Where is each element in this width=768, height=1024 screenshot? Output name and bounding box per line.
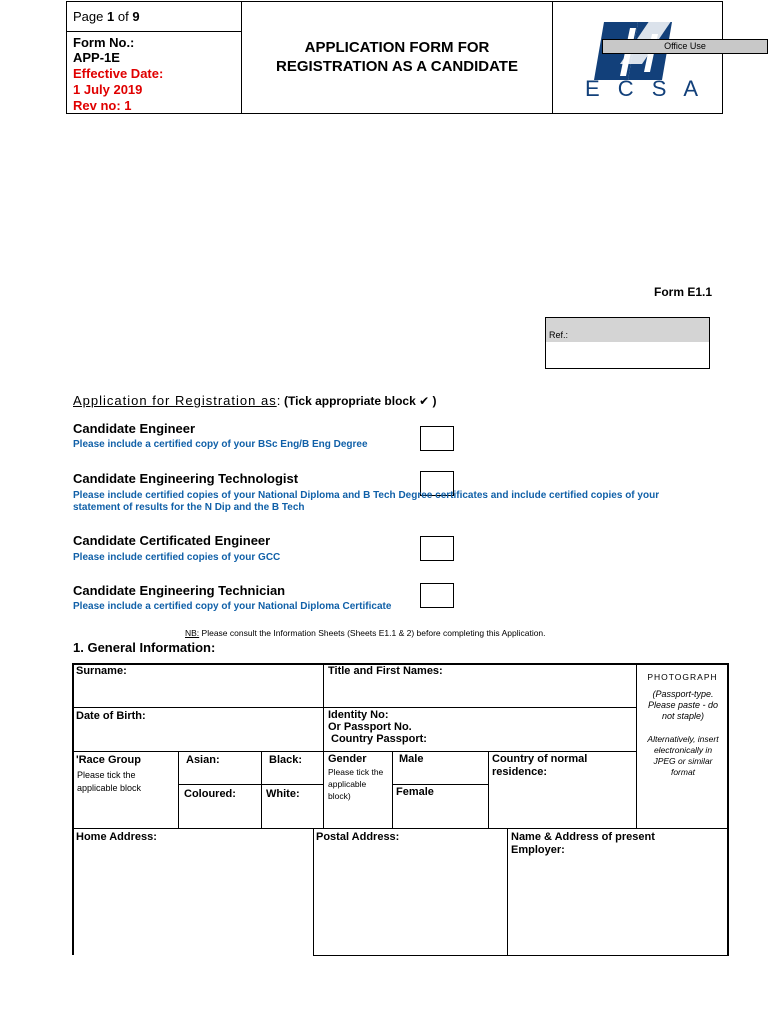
page-total: 9 bbox=[132, 9, 140, 24]
rev-no: Rev no: 1 bbox=[73, 98, 132, 113]
effective-date-value: 1 July 2019 bbox=[73, 82, 143, 97]
country-residence-label: Country of normal residence: bbox=[492, 753, 588, 778]
ref-box[interactable] bbox=[545, 317, 710, 369]
dob-field[interactable] bbox=[74, 724, 323, 751]
option-title-engineering-technician: Candidate Engineering Technician bbox=[73, 583, 286, 598]
postal-address-label: Postal Address: bbox=[316, 831, 400, 843]
title-first-names-label: Title and First Names: bbox=[328, 665, 443, 677]
office-use-label: Office Use bbox=[664, 41, 706, 51]
black-tick[interactable] bbox=[305, 752, 323, 784]
dob-label: Date of Birth: bbox=[76, 710, 146, 722]
female-label: Female bbox=[396, 786, 434, 798]
nb-note bbox=[185, 628, 546, 638]
form-title-line1: APPLICATION FORM FOR bbox=[304, 39, 490, 56]
office-use-bar bbox=[602, 39, 768, 54]
home-address-label: Home Address: bbox=[76, 831, 157, 843]
black-label: Black: bbox=[269, 754, 303, 766]
option-note-certificated-engineer: Please include certified copies of your GCC bbox=[73, 552, 281, 563]
identity-no-field[interactable] bbox=[450, 708, 636, 751]
option-title-engineering-technologist: Candidate Engineering Technologist bbox=[73, 471, 299, 486]
title-first-names-field[interactable] bbox=[324, 679, 636, 707]
surname-field[interactable] bbox=[74, 679, 323, 707]
tickbox-engineering-technician[interactable] bbox=[420, 583, 454, 608]
employer-label: Name & Address of present Employer: bbox=[511, 831, 655, 856]
application-instruction: (Tick appropriate block ✔ ) bbox=[283, 394, 437, 408]
option-note-engineering-technician: Please include a certified copy of your National Diploma Certificate bbox=[73, 601, 392, 612]
white-tick[interactable] bbox=[305, 785, 323, 828]
form-no-value: APP-1E bbox=[73, 50, 120, 65]
race-note: Please tick the applicable block bbox=[77, 770, 142, 793]
option-note-engineering-technologist: Please include certified copies of your National Diploma and B Tech Degree certificates and include certified copies of your statement of results for the N Dip and the B Tech bbox=[73, 490, 660, 513]
option-title-candidate-engineer: Candidate Engineer bbox=[73, 421, 196, 436]
application-heading-colon: : bbox=[276, 393, 281, 408]
page-counter bbox=[73, 9, 140, 24]
postal-address-field[interactable] bbox=[314, 846, 507, 955]
ref-label-bar bbox=[546, 318, 709, 342]
option-title-certificated-engineer: Candidate Certificated Engineer bbox=[73, 533, 271, 548]
page-number: 1 bbox=[107, 9, 115, 24]
option-note-candidate-engineer: Please include a certified copy of your BSc Eng/B Eng Degree bbox=[73, 439, 368, 450]
photo-note-electronic: Alternatively, insert electronically in JPEG or similar format bbox=[647, 734, 719, 777]
asian-label: Asian: bbox=[186, 754, 220, 766]
form-header bbox=[66, 1, 723, 114]
coloured-label: Coloured: bbox=[184, 788, 236, 800]
effective-date-label: Effective Date: bbox=[73, 66, 164, 81]
nb-text: Please consult the Information Sheets (Sheets E1.1 & 2) before completing this Application. bbox=[201, 628, 546, 638]
photo-field[interactable] bbox=[637, 790, 727, 828]
female-tick[interactable] bbox=[440, 785, 488, 828]
male-label: Male bbox=[399, 753, 424, 765]
general-info-heading: 1. General Information: bbox=[73, 640, 216, 655]
identity-no-label: Identity No: bbox=[328, 709, 389, 721]
form-id: Form E1.1 bbox=[654, 285, 713, 299]
white-label: White: bbox=[266, 788, 300, 800]
application-heading-text: Application for Registration as bbox=[73, 393, 277, 408]
asian-tick[interactable] bbox=[224, 752, 261, 784]
home-address-field[interactable] bbox=[74, 846, 313, 955]
application-heading bbox=[73, 393, 436, 408]
form-no-label: Form No.: bbox=[73, 35, 135, 50]
race-group-label: 'Race Group bbox=[76, 754, 141, 766]
nb-label: NB: bbox=[185, 628, 200, 638]
photo-title: PHOTOGRAPH bbox=[647, 672, 718, 682]
surname-label: Surname: bbox=[76, 665, 127, 677]
form-title bbox=[242, 38, 552, 76]
photo-note-passport: (Passport-type. Please paste - do not staple) bbox=[647, 689, 719, 721]
male-tick[interactable] bbox=[430, 752, 488, 784]
tickbox-candidate-engineer[interactable] bbox=[420, 426, 454, 451]
gender-label: Gender bbox=[328, 753, 367, 765]
page-of: of bbox=[117, 9, 129, 24]
country-passport-label: Country Passport: bbox=[331, 733, 427, 745]
country-residence-field[interactable] bbox=[489, 780, 636, 828]
coloured-tick[interactable] bbox=[240, 785, 261, 828]
form-title-line2: REGISTRATION AS A CANDIDATE bbox=[276, 58, 518, 75]
or-passport-label: Or Passport No. bbox=[328, 721, 412, 733]
ref-label: Ref.: bbox=[549, 330, 569, 340]
employer-field[interactable] bbox=[508, 860, 727, 955]
logo-text: E C S A bbox=[585, 76, 705, 101]
gender-note: Please tick the applicable block) bbox=[328, 767, 384, 801]
tickbox-certificated-engineer[interactable] bbox=[420, 536, 454, 561]
page-word: Page bbox=[73, 9, 104, 24]
